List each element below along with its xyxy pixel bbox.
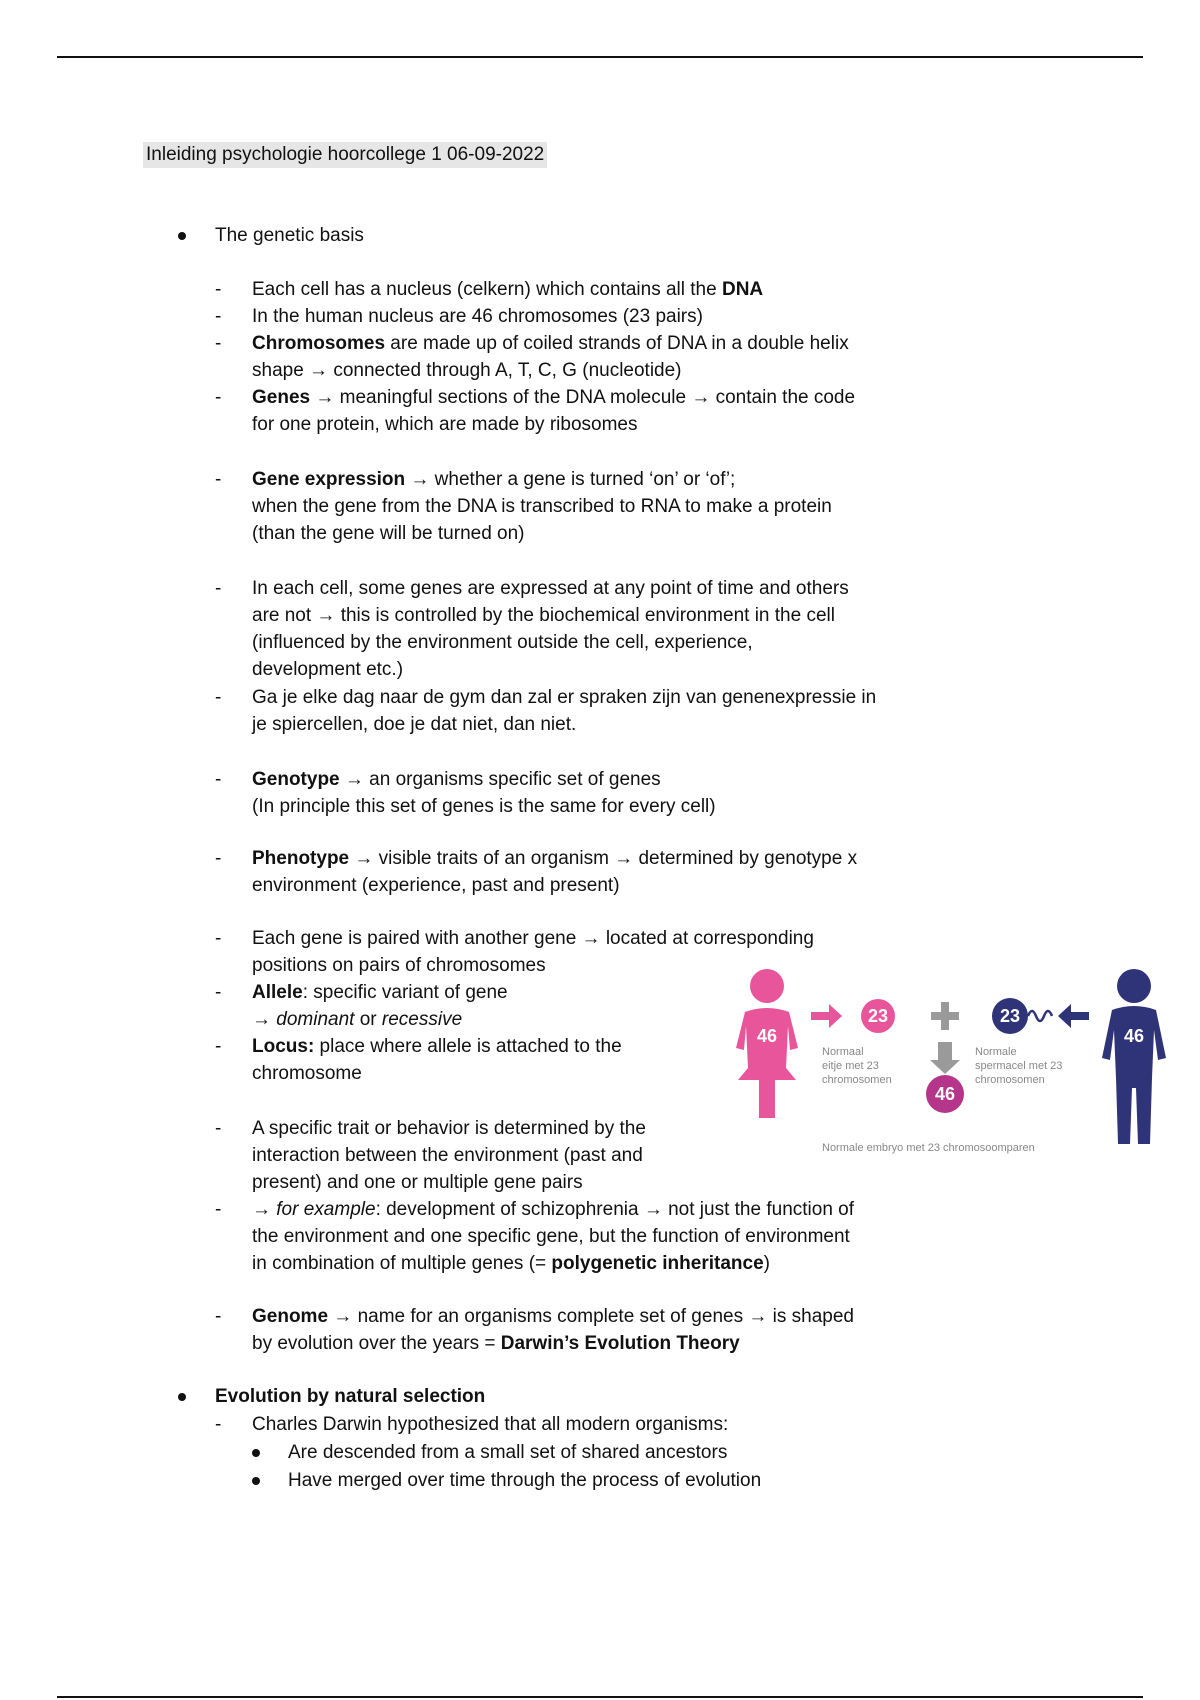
- egg-caption-line: eitje met 23: [822, 1060, 879, 1072]
- dash: -: [215, 387, 222, 408]
- bottom-rule: [57, 1696, 1143, 1698]
- male-count: 46: [1123, 1026, 1145, 1046]
- bullet-icon: [178, 1393, 186, 1401]
- list-item: Allele: specific variant of gene → dominant or recessive: [252, 982, 508, 1030]
- sperm-caption-line: spermacel met 23: [975, 1060, 1063, 1072]
- male-figure-icon: [1102, 969, 1166, 1144]
- sperm-tail-icon: [1028, 1011, 1052, 1021]
- list-item: In the human nucleus are 46 chromosomes (23 pairs): [252, 306, 703, 327]
- embryo-caption: Normale embryo met 23 chromosoomparen: [822, 1142, 1035, 1154]
- sub-list-item: Are descended from a small set of shared ancestors: [288, 1442, 728, 1463]
- chromosome-figure: [730, 968, 1170, 1158]
- arrow-left-icon: [1058, 1004, 1089, 1028]
- section-heading-genetic-basis: The genetic basis: [215, 225, 364, 246]
- page-title: Inleiding psychologie hoorcollege 1 06-09-2022: [143, 142, 547, 168]
- list-item: Genotype → an organisms specific set of genes (In principle this set of genes is the same for every cell): [252, 769, 716, 817]
- dash: -: [215, 333, 222, 354]
- dash: -: [215, 578, 222, 599]
- egg-caption-line: chromosomen: [822, 1074, 892, 1086]
- embryo-count: 46: [934, 1084, 956, 1104]
- arrow-right-icon: [811, 1004, 842, 1028]
- egg-count: 23: [867, 1006, 889, 1026]
- dash: -: [215, 848, 222, 869]
- list-item: A specific trait or behavior is determined by the interaction between the environment (past and present) and one or multiple gene pairs: [252, 1118, 646, 1193]
- sperm-count: 23: [999, 1006, 1021, 1026]
- sub-bullet-icon: [252, 1477, 260, 1485]
- dash: -: [215, 1414, 222, 1435]
- list-item: Ga je elke dag naar de gym dan zal er spraken zijn van genenexpressie in je spiercellen, doe je dat niet, dan niet.: [252, 687, 877, 735]
- dash: -: [215, 928, 222, 949]
- dash: -: [215, 1118, 222, 1139]
- sub-bullet-icon: [252, 1449, 260, 1457]
- list-item: Locus: place where allele is attached to the chromosome: [252, 1036, 622, 1084]
- plus-icon: [931, 1002, 959, 1030]
- dash: -: [215, 982, 222, 1003]
- female-figure-icon: [736, 969, 798, 1118]
- sperm-caption-line: chromosomen: [975, 1074, 1045, 1086]
- dash: -: [215, 769, 222, 790]
- sub-list-item: Have merged over time through the process of evolution: [288, 1470, 762, 1491]
- arrow-down-icon: [930, 1042, 960, 1074]
- list-item: Gene expression → whether a gene is turned ‘on’ or ‘of’; when the gene from the DNA is transcribed to RNA to make a protein (than the gene will be turned on): [252, 469, 832, 544]
- dash: -: [215, 1306, 222, 1327]
- sperm-caption-line: Normale: [975, 1046, 1017, 1058]
- list-item: Genome → name for an organisms complete set of genes → is shaped by evolution over the years = Darwin’s Evolution Theory: [252, 1306, 854, 1354]
- dash: -: [215, 279, 222, 300]
- list-item: Chromosomes are made up of coiled strands of DNA in a double helix shape → connected through A, T, C, G (nucleotide): [252, 333, 849, 381]
- dash: -: [215, 469, 222, 490]
- list-item: Genes → meaningful sections of the DNA molecule → contain the code for one protein, which are made by ribosomes: [252, 387, 856, 435]
- list-item: Charles Darwin hypothesized that all modern organisms:: [252, 1414, 729, 1435]
- egg-caption-line: Normaal: [822, 1046, 864, 1058]
- dash: -: [215, 687, 222, 708]
- top-rule: [57, 56, 1143, 58]
- bullet-icon: [178, 232, 186, 240]
- list-item: Each cell has a nucleus (celkern) which contains all the DNA: [252, 279, 764, 300]
- list-item: → for example: development of schizophrenia → not just the function of the environment and one specific gene, but the function of environment in combination of multiple genes (= polygenetic inheritance): [252, 1199, 855, 1274]
- section-heading-evolution: Evolution by natural selection: [215, 1386, 486, 1407]
- list-item: Each gene is paired with another gene → located at corresponding positions on pairs of chromosomes: [252, 928, 814, 976]
- dash: -: [215, 306, 222, 327]
- dash: -: [215, 1199, 222, 1220]
- list-item: Phenotype → visible traits of an organism → determined by genotype x environment (experience, past and present): [252, 848, 858, 896]
- female-count: 46: [756, 1026, 778, 1046]
- list-item: In each cell, some genes are expressed at any point of time and others are not → this is controlled by the biochemical environment in the cell (influenced by the environment outside the cell, experience, development etc.): [252, 578, 849, 680]
- dash: -: [215, 1036, 222, 1057]
